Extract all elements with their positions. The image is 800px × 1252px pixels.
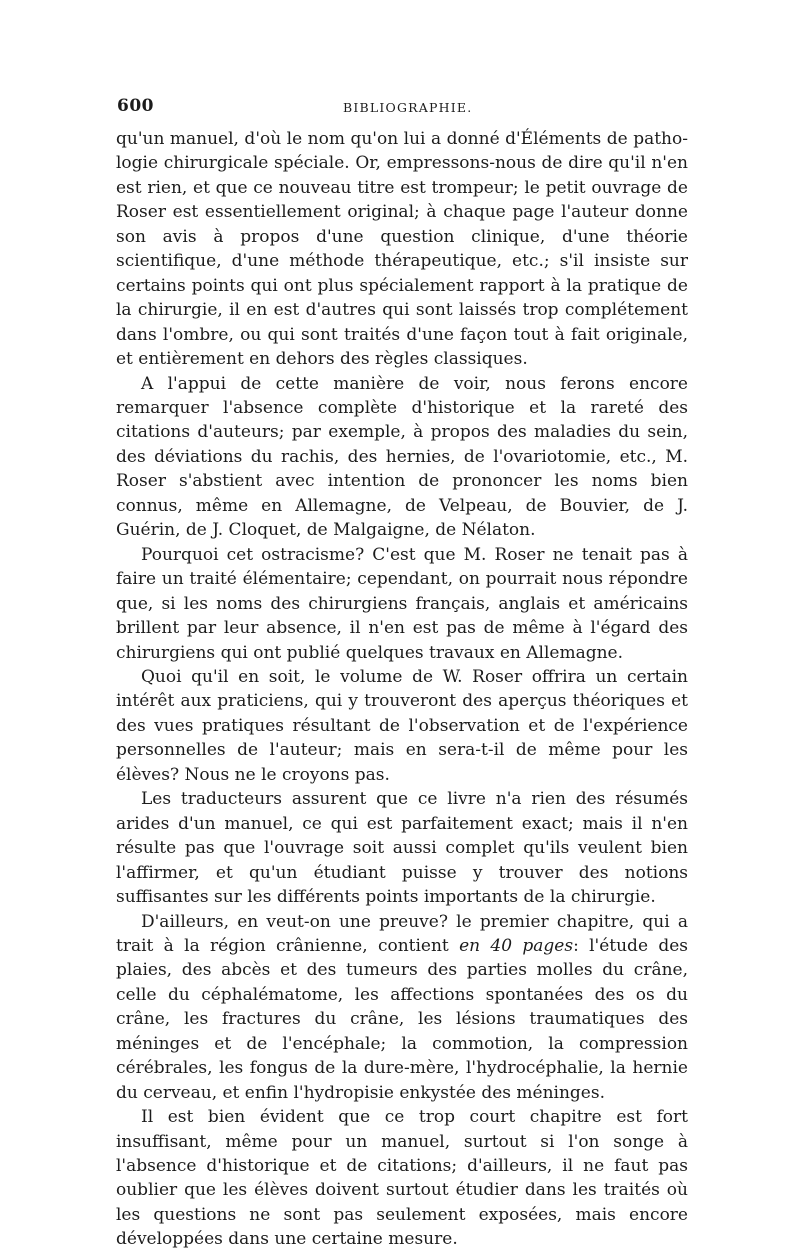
- paragraph-1: qu'un manuel, d'où le nom qu'on lui a donné d'Éléments de pathologie chirurgicale spéciale. Or, empressons-nous de dire qu'il n'en est rien, et que ce nouveau titre est trompeur; le petit ouvrage de Roser est essentiellement original; à chaque page l'auteur donne son avis à propos d'une question clinique, d'une théorie scientifique, d'une méthode thérapeutique, etc.; s'il insiste sur certains points qui ont plus spécialement rapport à la pratique de la chirurgie, il en est d'autres qui sont laissés trop complétement dans l'ombre, ou qui sont traités d'une façon tout à fait originale, et entièrement en dehors des règles classiques.: [116, 129, 688, 370]
- page-number: 600: [117, 96, 154, 116]
- paragraph-3: Pourquoi cet ostracisme? C'est que M. Roser ne tenait pas à faire un traité élémentaire; cependant, on pourrait nous répondre que, si les noms des chirurgiens français, anglais et américains brillent par leur absence, il n'en est pas de même à l'égard des chirurgiens qui ont publié quelques travaux en Allemagne.: [116, 544, 688, 663]
- emphasized-phrase: en 40 pages: [459, 935, 574, 956]
- paragraph-6: [116, 910, 688, 1106]
- running-head: BIBLIOGRAPHIE.: [343, 100, 473, 115]
- paragraph-4: Quoi qu'il en soit, le volume de W. Roser offrira un certain intérêt aux praticiens, qui y trouveront des aperçus théoriques et des vues pratiques résultant de l'observation et de l'expérience personnelles de l'auteur; mais en sera-t-il de même pour les élèves? Nous ne le croyons pas.: [116, 666, 688, 785]
- paragraph-2: A l'appui de cette manière de voir, nous ferons encore remarquer l'absence complète d'historique et la rareté des citations d'auteurs; par exemple, à propos des maladies du sein, des déviations du rachis, des hernies, de l'ovariotomie, etc., M. Roser s'abstient avec intention de prononcer les noms bien connus, même en Allemagne, de Velpeau, de Bouvier, de J. Guérin, de J. Cloquet, de Malgaigne, de Nélaton.: [116, 373, 688, 541]
- paragraph-7: Il est bien évident que ce trop court chapitre est fort insuffisant, même pour un manuel, surtout si l'on songe à l'absence d'historique et de citations; d'ailleurs, il ne faut pas oublier que les élèves doivent surtout étudier dans les traités où les questions ne sont pas seulement exposées, mais encore développées dans une certaine mesure.: [116, 1107, 688, 1250]
- page-header: [117, 96, 687, 120]
- paragraph-6-start: D'ailleurs, en veut-on une preuve? le premier chapitre, qui a trait à la région crânienne, contient: [116, 911, 688, 956]
- body-text: [116, 127, 688, 1252]
- paragraph-5: Les traducteurs assurent que ce livre n'a rien des résumés arides d'un manuel, ce qui est parfaitement exact; mais il n'en résulte pas que l'ouvrage soit aussi complet qu'ils veulent bien l'affirmer, et qu'un étudiant puisse y trouver des notions suffisantes sur les différents points importants de la chirurgie.: [116, 789, 688, 908]
- paragraph-6-end: : l'étude des plaies, des abcès et des tumeurs des parties molles du crâne, celle du céphalématome, les affections spontanées des os du crâne, les fractures du crâne, les lésions traumatiques des méninges et de l'encéphale; la commotion, la compression cérébrales, les fongus de la dure-mère, l'hydrocéphalie, la hernie du cerveau, et enfin l'hydropisie enkystée des méninges.: [116, 935, 688, 1103]
